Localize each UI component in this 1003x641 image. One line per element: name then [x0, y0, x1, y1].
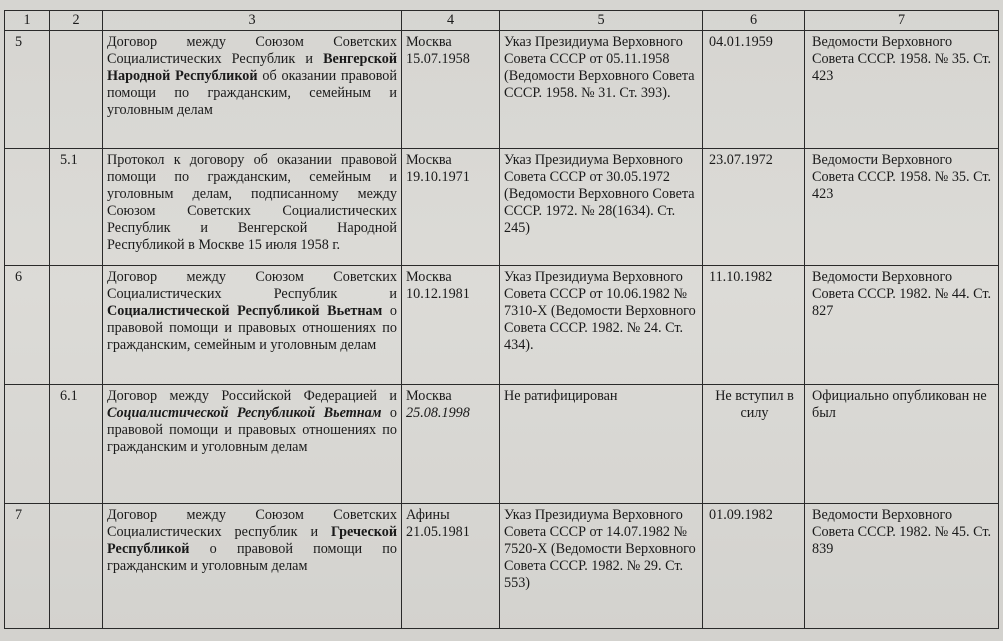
- publication-source: Ведомости Верховного Совета СССР. 1982. № 44. Ст. 827: [805, 266, 999, 385]
- title-country: Венгерской Народной Республикой: [107, 51, 397, 85]
- signing-place-date: [402, 385, 500, 504]
- column-header: 1: [5, 11, 50, 31]
- title-country: Социалистической Республикой Вьетнам: [107, 405, 382, 422]
- ratification-decree: Указ Президиума Верховного Совета СССР от 05.11.1958 (Ведомости Верховного Совета СССР. 1958. № 31. Ст. 393).: [500, 31, 703, 149]
- title-text: о правовой помощи и правовых отношениях по гражданским и уголовным делам: [107, 405, 397, 456]
- header-row: [5, 11, 999, 31]
- column-header: 7: [805, 11, 999, 31]
- entry-into-force: 04.01.1959: [703, 31, 805, 149]
- signing-place-date: [402, 266, 500, 385]
- signing-place-date: [402, 504, 500, 629]
- signing-date: 15.07.1958: [406, 51, 470, 68]
- table-row: [5, 385, 999, 504]
- row-subnumber: [50, 31, 103, 149]
- entry-into-force: 23.07.1972: [703, 149, 805, 266]
- treaties-table: [4, 10, 999, 629]
- signing-place: Москва: [406, 269, 452, 285]
- signing-place: Москва: [406, 388, 452, 404]
- title-text: о правовой помощи по гражданским и уголовным делам: [107, 541, 397, 575]
- table-row: [5, 266, 999, 385]
- ratification-decree: Указ Президиума Верховного Совета СССР от 10.06.1982 № 7310-X (Ведомости Верховного Совета СССР. 1982. № 24. Ст. 434).: [500, 266, 703, 385]
- signing-date: 25.08.1998: [406, 405, 470, 422]
- title-text: об оказании правовой помощи по гражданским, семейным и уголовным делам: [107, 68, 397, 119]
- signing-place-date: [402, 149, 500, 266]
- publication-source: Официально опубликован не был: [805, 385, 999, 504]
- table-row: [5, 149, 999, 266]
- ratification-decree: Указ Президиума Верховного Совета СССР от 30.05.1972 (Ведомости Верховного Совета СССР. 1972. № 28(1634). Ст. 245): [500, 149, 703, 266]
- table-row: [5, 31, 999, 149]
- title-text: о правовой помощи и правовых отношениях по гражданским, семейным и уголовным делам: [107, 303, 397, 354]
- entry-into-force: 11.10.1982: [703, 266, 805, 385]
- title-text: Договор между Союзом Советских Социалистических республик и: [107, 507, 397, 541]
- column-header: 2: [50, 11, 103, 31]
- treaty-title: [103, 385, 402, 504]
- ratification-decree: Не ратифицирован: [500, 385, 703, 504]
- signing-place: Афины: [406, 507, 450, 523]
- treaty-title: [103, 504, 402, 629]
- title-text: Протокол к договору об оказании правовой помощи по гражданским, семейным и уголовным делам, подписанному между Союзом Советских Социалистических Республик и Венгерской Народной Республикой в Москве 15 июля 1958 г.: [107, 152, 397, 254]
- entry-into-force: Не вступил в силу: [703, 385, 805, 504]
- signing-place: Москва: [406, 152, 452, 168]
- column-header: 3: [103, 11, 402, 31]
- publication-source: Ведомости Верховного Совета СССР. 1982. № 45. Ст. 839: [805, 504, 999, 629]
- row-subnumber: [50, 266, 103, 385]
- row-subnumber: 6.1: [50, 385, 103, 504]
- title-country: Социалистической Республикой Вьетнам: [107, 303, 383, 320]
- title-country: Греческой Республикой: [107, 524, 397, 558]
- row-number: 7: [5, 504, 50, 629]
- entry-into-force: 01.09.1982: [703, 504, 805, 629]
- column-header: 5: [500, 11, 703, 31]
- title-text: Договор между Российской Федерацией и: [107, 388, 397, 404]
- publication-source: Ведомости Верховного Совета СССР. 1958. № 35. Ст. 423: [805, 31, 999, 149]
- signing-date: 19.10.1971: [406, 169, 470, 186]
- table-row: [5, 504, 999, 629]
- signing-place: Москва: [406, 34, 452, 50]
- title-text: Договор между Союзом Советских Социалистических Республик и: [107, 34, 397, 68]
- signing-place-date: [402, 31, 500, 149]
- row-number: 5: [5, 31, 50, 149]
- row-subnumber: 5.1: [50, 149, 103, 266]
- treaty-title: [103, 31, 402, 149]
- treaty-title: [103, 266, 402, 385]
- ratification-decree: Указ Президиума Верховного Совета СССР от 14.07.1982 № 7520-X (Ведомости Верховного Совета СССР. 1982. № 29. Ст. 553): [500, 504, 703, 629]
- row-number: 6: [5, 266, 50, 385]
- treaty-title: [103, 149, 402, 266]
- row-number: [5, 149, 50, 266]
- title-text: Договор между Союзом Советских Социалистических Республик и: [107, 269, 397, 303]
- column-header: 4: [402, 11, 500, 31]
- column-header: 6: [703, 11, 805, 31]
- signing-date: 10.12.1981: [406, 286, 470, 303]
- row-subnumber: [50, 504, 103, 629]
- row-number: [5, 385, 50, 504]
- publication-source: Ведомости Верховного Совета СССР. 1958. № 35. Ст. 423: [805, 149, 999, 266]
- signing-date: 21.05.1981: [406, 524, 470, 541]
